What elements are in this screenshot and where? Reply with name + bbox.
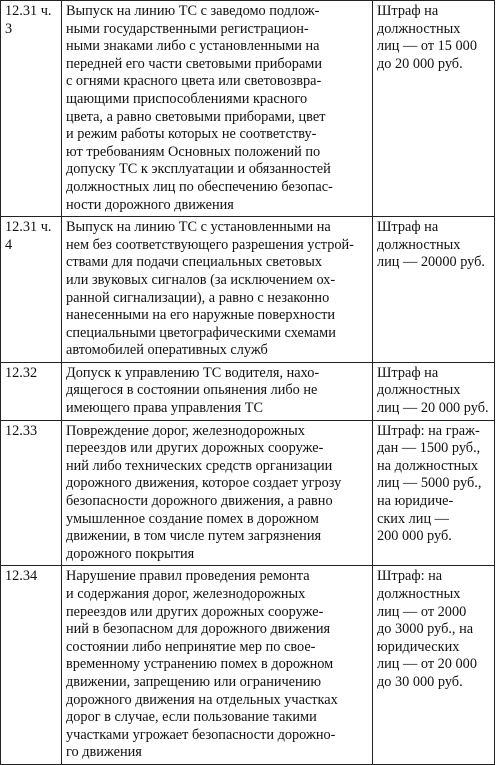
violation-description: Повреждение дорог, железнодорожных переездов или других дорожных сооруже- ний либо технических средств организации дорожного движения, которое создает угрозу безопасности дорожного движения, а равно умышленное создание помех в дорожном движении, в том числе путем загрязнения дорожного покрытия	[62, 420, 373, 566]
table-row	[1, 217, 495, 363]
table-row	[1, 1, 495, 217]
article-number: 12.31 ч. 4	[1, 217, 62, 363]
article-number: 12.32	[1, 362, 62, 420]
table-row	[1, 420, 495, 566]
violation-description: Допуск к управлению ТС водителя, нахо- дящегося в состоянии опьянения либо не имеющего права управления ТС	[62, 362, 373, 420]
penalty-amount: Штраф: на должностных лиц — от 2000 до 3000 руб., на юридических лиц — от 20 000 до 30 000 руб.	[373, 566, 495, 765]
penalty-amount: Штраф на должностных лиц — 20000 руб.	[373, 217, 495, 363]
article-number: 12.34	[1, 566, 62, 765]
article-number: 12.33	[1, 420, 62, 566]
penalty-amount: Штраф на должностных лиц — 20 000 руб.	[373, 362, 495, 420]
table-row	[1, 362, 495, 420]
violation-description: Нарушение правил проведения ремонта и содержания дорог, железнодорожных переездов или других дорожных сооруже- ний в безопасном для дорожного движения состоянии либо непринятие мер по свое- временному устранению помех в дорожном движении, запрещению или ограничению дорожного движения на отдельных участках дорог в случае, если пользование такими участками угрожает безопасности дорожно- го движения	[62, 566, 373, 765]
penalty-amount: Штраф: на граж- дан — 1500 руб., на должностных лиц — 5000 руб., на юридиче- ских лиц — 200 000 руб.	[373, 420, 495, 566]
table-row	[1, 566, 495, 765]
article-number: 12.31 ч. 3	[1, 1, 62, 217]
violation-description: Выпуск на линию ТС с заведомо подлож- ными государственными регистрацион- ными знаками либо с установленными на передней его части световыми приборами с огнями красного цвета или световозвра- щающими приспособлениями красного цвета, а равно световыми приборами, цвет и режим работы которых не соответству- ют требованиям Основных положений по допуску ТС к эксплуатации и обязанностей должностных лиц по обеспечению безопас- ности дорожного движения	[62, 1, 373, 217]
violation-description: Выпуск на линию ТС с установленными на нем без соответствующего разрешения устрой- ствами для подачи специальных световых или звуковых сигналов (за исключением ох- ранной сигнализации), а равно с незаконно нанесенными на его наружные поверхности специальными цветографическими схемами автомобилей оперативных служб	[62, 217, 373, 363]
penalty-amount: Штраф на должностных лиц — от 15 000 до 20 000 руб.	[373, 1, 495, 217]
